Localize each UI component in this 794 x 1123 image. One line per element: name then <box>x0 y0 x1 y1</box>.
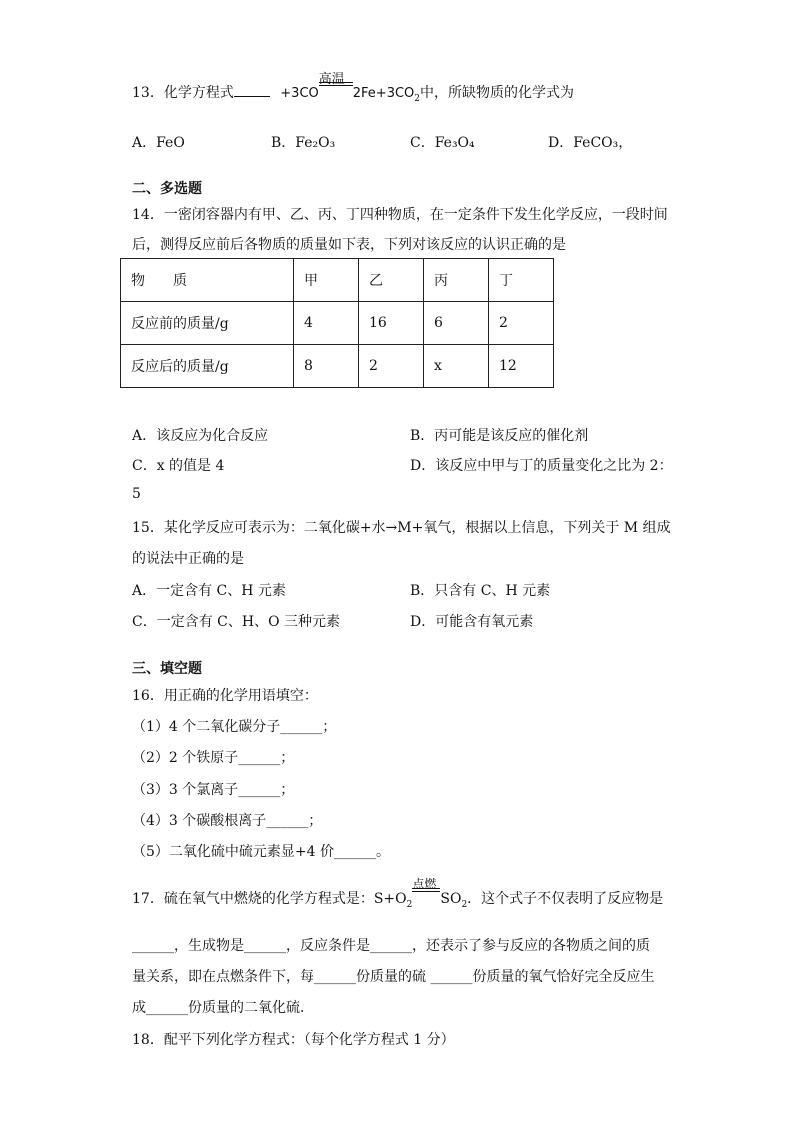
table-cell: 4 <box>294 302 359 345</box>
option-label: C．x 的值是 4 <box>132 458 225 474</box>
q13-option-d[interactable] <box>548 132 632 152</box>
option-label: A．该反应为化合反应 <box>132 428 269 444</box>
q13-option-a[interactable] <box>132 132 185 152</box>
question-15-line1: 15．某化学反应可表示为：二氧化碳+水→M+氧气，根据以上信息，下列关于 M 组成 <box>132 520 671 536</box>
table-cell: 8 <box>294 345 359 388</box>
question-13-stem <box>132 72 575 104</box>
option-label: D．可能含有氧元素 <box>410 614 534 630</box>
q16-item: （2）2 个铁原子______； <box>132 750 295 766</box>
table-cell: 乙 <box>359 259 424 302</box>
question-17-line4: 成______份质量的二氧化硫． <box>132 1000 314 1016</box>
table-cell: 反应后的质量/g <box>121 345 294 388</box>
table-cell: 2 <box>359 345 424 388</box>
equals-line-bottom <box>412 891 440 892</box>
table-cell: 丁 <box>489 259 554 302</box>
q14-option-d[interactable] <box>410 455 673 475</box>
q17-product: SO <box>440 891 462 907</box>
q14-option-b[interactable] <box>410 425 588 445</box>
q14-option-c[interactable] <box>132 455 224 475</box>
equals-line-top <box>319 82 353 83</box>
table-row <box>121 302 554 345</box>
question-14-line1: 14．一密闭容器内有甲、乙、丙、丁四种物质，在一定条件下发生化学反应，一段时间 <box>132 207 668 223</box>
q13-option-c[interactable] <box>410 132 475 152</box>
reaction-condition <box>318 72 353 97</box>
q13-option-b[interactable] <box>271 132 335 152</box>
table-cell: 6 <box>424 302 489 345</box>
table-cell: x <box>424 345 489 388</box>
option-label: B．丙可能是该反应的催化剂 <box>410 428 589 444</box>
option-label: B．Fe₂O₃ <box>271 135 336 151</box>
table-cell: 甲 <box>294 259 359 302</box>
option-label: C．一定含有 C、H、O 三种元素 <box>132 614 341 630</box>
equals-line-top <box>412 888 440 889</box>
table-cell: 物 质 <box>121 259 294 302</box>
subscript: 2 <box>406 899 413 910</box>
question-14-line2: 后，测得反应前后各物质的质量如下表，下列对该反应的认识正确的是 <box>132 237 566 253</box>
condition-label: 高温 <box>318 72 345 87</box>
question-15-line2: 的说法中正确的是 <box>132 551 244 567</box>
question-18-stem: 18．配平下列化学方程式：（每个化学方程式 1 分） <box>132 1032 455 1048</box>
option-label: A．一定含有 C、H 元素 <box>132 583 286 599</box>
q16-item: （5）二氧化硫中硫元素显+4 价______。 <box>132 844 390 860</box>
table-row <box>121 345 554 388</box>
question-17-line1 <box>132 877 664 910</box>
q13-prefix: 13．化学方程式 <box>132 85 234 101</box>
q17-prefix: 17．硫在氧气中燃烧的化学方程式是：S+O <box>132 891 407 907</box>
q17-suffix: ．这个式子不仅表明了反应物是 <box>467 891 664 907</box>
q13-suffix: 中，所缺物质的化学式为 <box>420 85 575 101</box>
question-17-line3: 量关系，即在点燃条件下，每______份质量的硫 ______份质量的氧气恰好完全反应生 <box>132 969 655 985</box>
q16-item: （4）3 个碳酸根离子______； <box>132 813 323 829</box>
option-label: A．FeO <box>132 135 185 151</box>
subscript: 2 <box>461 899 468 910</box>
option-label: B．只含有 C、H 元素 <box>410 583 551 599</box>
table-cell: 16 <box>359 302 424 345</box>
table-cell: 12 <box>489 345 554 388</box>
q13-product: 2Fe+3CO <box>352 86 415 101</box>
question-17-line2: ______，生成物是______，反应条件是______，还表示了参与反应的各物质之间的质 <box>132 938 650 954</box>
table-cell: 丙 <box>424 259 489 302</box>
answer-blank[interactable] <box>234 84 270 97</box>
q15-option-a[interactable] <box>132 580 286 600</box>
table-header-row <box>121 259 554 302</box>
option-label: D．FeCO₃， <box>548 135 633 151</box>
q14-option-d-continued: 5 <box>132 486 141 502</box>
reaction-condition <box>412 877 440 903</box>
option-label: C．Fe₃O₄ <box>410 135 475 151</box>
condition-label: 点燃 <box>412 877 437 891</box>
table-cell: 2 <box>489 302 554 345</box>
option-label: D．该反应中甲与丁的质量变化之比为 2： <box>410 458 673 474</box>
q14-option-a[interactable] <box>132 425 268 445</box>
q15-option-b[interactable] <box>410 580 550 600</box>
mass-table <box>120 258 554 388</box>
section-heading-fill-blank: 三、填空题 <box>132 661 202 677</box>
q15-option-c[interactable] <box>132 611 340 631</box>
q16-item: （1）4 个二氧化碳分子______； <box>132 719 337 735</box>
q13-reactant: +3CO <box>280 86 319 101</box>
equals-line-bottom <box>319 85 353 86</box>
question-16-stem: 16．用正确的化学用语填空： <box>132 688 318 704</box>
section-heading-multi-choice: 二、多选题 <box>132 181 202 197</box>
q15-option-d[interactable] <box>410 611 533 631</box>
subscript: 2 <box>414 93 421 104</box>
q16-item: （3）3 个氯离子______； <box>132 782 295 798</box>
table-cell: 反应前的质量/g <box>121 302 294 345</box>
